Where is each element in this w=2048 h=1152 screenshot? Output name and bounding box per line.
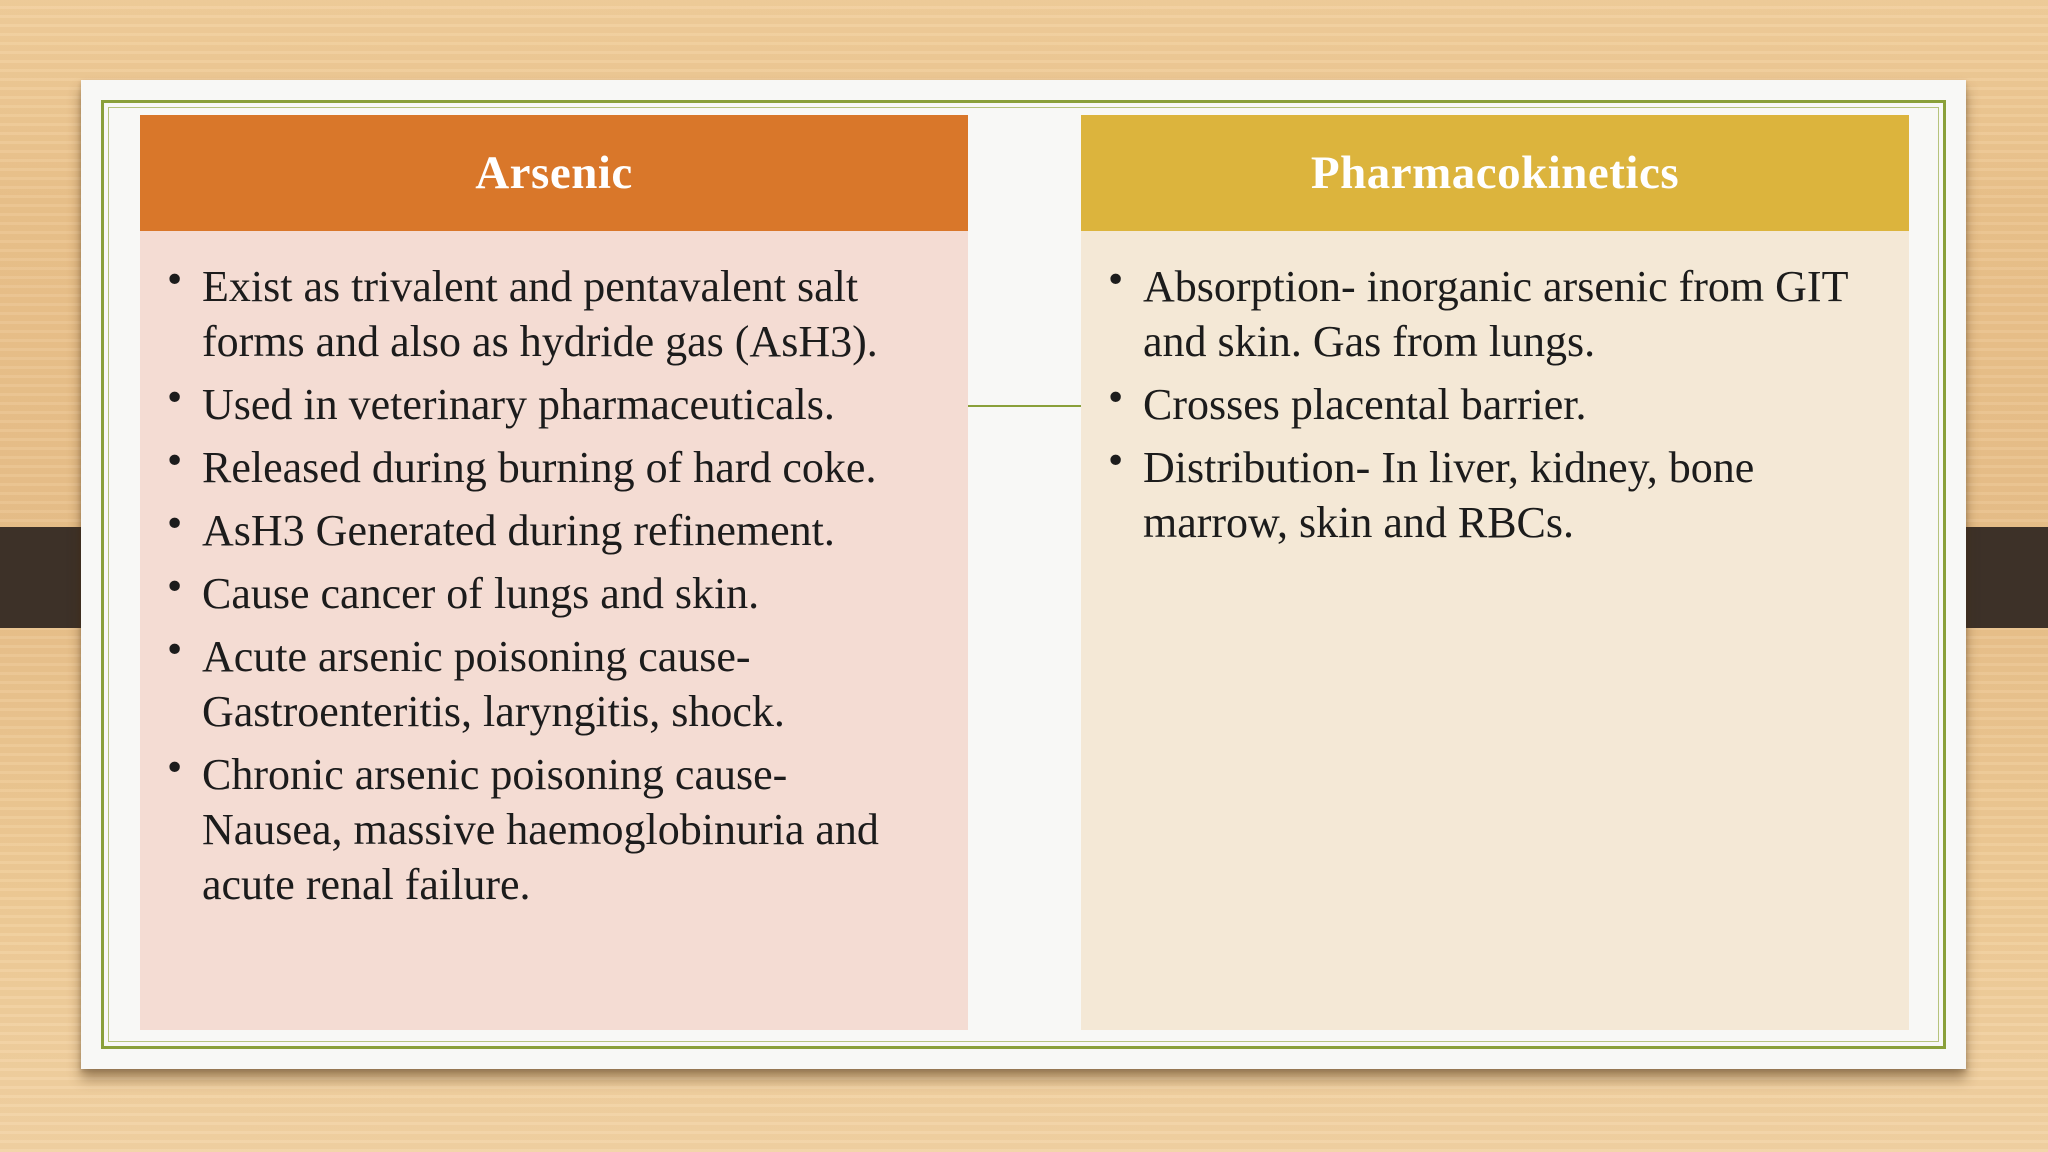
bullet-item: • Released during burning of hard coke. — [202, 440, 938, 495]
slide — [81, 80, 1966, 1069]
pharmacokinetics-bullet-list — [1081, 231, 1909, 550]
bullet-item: • Acute arsenic poisoning cause- Gastroenteritis, laryngitis, shock. — [202, 629, 938, 739]
panel-connector-line — [968, 405, 1083, 407]
bullet-item: • Exist as trivalent and pentavalent salt forms and also as hydride gas (AsH3). — [202, 259, 938, 369]
bullet-item: • Absorption- inorganic arsenic from GIT and skin. Gas from lungs. — [1143, 259, 1879, 369]
pharmacokinetics-panel — [1081, 115, 1909, 1030]
bullet-item: • Cause cancer of lungs and skin. — [202, 566, 938, 621]
pharmacokinetics-panel-title: Pharmacokinetics — [1081, 115, 1909, 231]
bullet-item: • AsH3 Generated during refinement. — [202, 503, 938, 558]
bullet-item: • Chronic arsenic poisoning cause- Nausea, massive haemoglobinuria and acute renal failure. — [202, 747, 938, 912]
arsenic-panel-title: Arsenic — [140, 115, 968, 231]
bullet-item: • Crosses placental barrier. — [1143, 377, 1879, 432]
arsenic-panel — [140, 115, 968, 1030]
bullet-item: • Distribution- In liver, kidney, bone marrow, skin and RBCs. — [1143, 440, 1879, 550]
arsenic-bullet-list — [140, 231, 968, 912]
bullet-item: • Used in veterinary pharmaceuticals. — [202, 377, 938, 432]
